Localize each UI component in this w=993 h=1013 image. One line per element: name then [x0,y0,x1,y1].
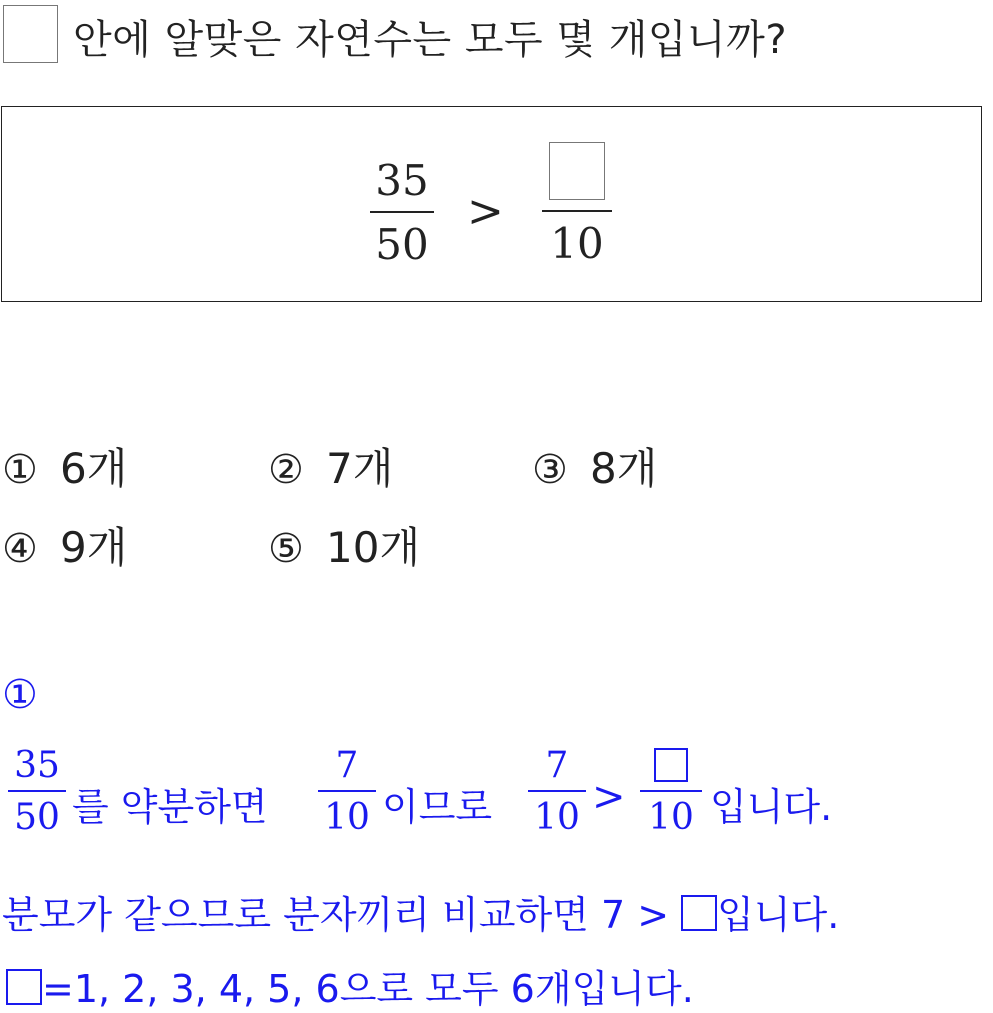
fraction-bar [318,790,376,792]
denominator: 10 [648,797,694,838]
denominator: 10 [534,797,580,838]
solution-fraction-7-10-b [528,745,586,838]
left-numerator: 35 [375,156,429,205]
option-mark: ④ [2,526,38,572]
option-label: 7개 [326,444,394,493]
denominator: 10 [324,797,370,838]
numerator: 7 [545,745,569,786]
option-4[interactable] [2,515,127,575]
option-1[interactable] [2,436,127,496]
fraction-bar [370,211,434,213]
option-2[interactable] [268,436,393,496]
solution-operator: > [592,774,626,820]
greater-than-operator: > [467,186,504,237]
solution-text-is: 입니다. [710,785,833,829]
option-mark: ① [2,447,38,493]
solution-text-reduce: 를 약분하면 [72,785,268,829]
fraction-bar [542,210,612,212]
blank-square-icon [654,748,688,782]
blank-square-icon [6,969,42,1005]
option-5[interactable] [268,515,420,575]
question-text: 안에 알맞은 자연수는 모두 몇 개입니까? [73,17,788,63]
solution-fraction-35-50 [8,745,66,838]
numerator: 7 [335,745,359,786]
option-label: 9개 [60,523,128,572]
denominator: 50 [14,797,60,838]
solution-line-3 [6,958,694,1013]
fraction-bar [8,790,66,792]
blank-square-icon [3,5,58,63]
blank-square-icon [681,895,717,931]
option-mark: ② [268,447,304,493]
numerator: 35 [14,745,60,786]
option-3[interactable] [532,436,657,496]
option-mark: ⑤ [268,526,304,572]
option-mark: ③ [532,447,568,493]
option-label: 8개 [590,444,658,493]
solution-line-2-text: 분모가 같으므로 분자끼리 비교하면 7 > [2,893,670,937]
solution-line-2 [2,884,839,939]
solution-line-2-end: 입니다. [717,893,840,937]
solution-fraction-7-10 [318,745,376,838]
right-denominator: 10 [550,219,604,268]
answer-mark: ① [2,672,38,718]
fraction-bar [640,790,702,792]
blank-square-icon [549,142,605,200]
right-fraction [542,142,612,268]
option-label: 6개 [60,444,128,493]
left-fraction [370,156,434,269]
solution-fraction-box-10 [640,748,702,836]
solution-line-3-text: =1, 2, 3, 4, 5, 6으로 모두 6개입니다. [42,967,694,1011]
fraction-bar [528,790,586,792]
option-label: 10개 [326,523,421,572]
solution-text-therefore: 이므로 [382,785,493,829]
left-denominator: 50 [375,220,429,269]
